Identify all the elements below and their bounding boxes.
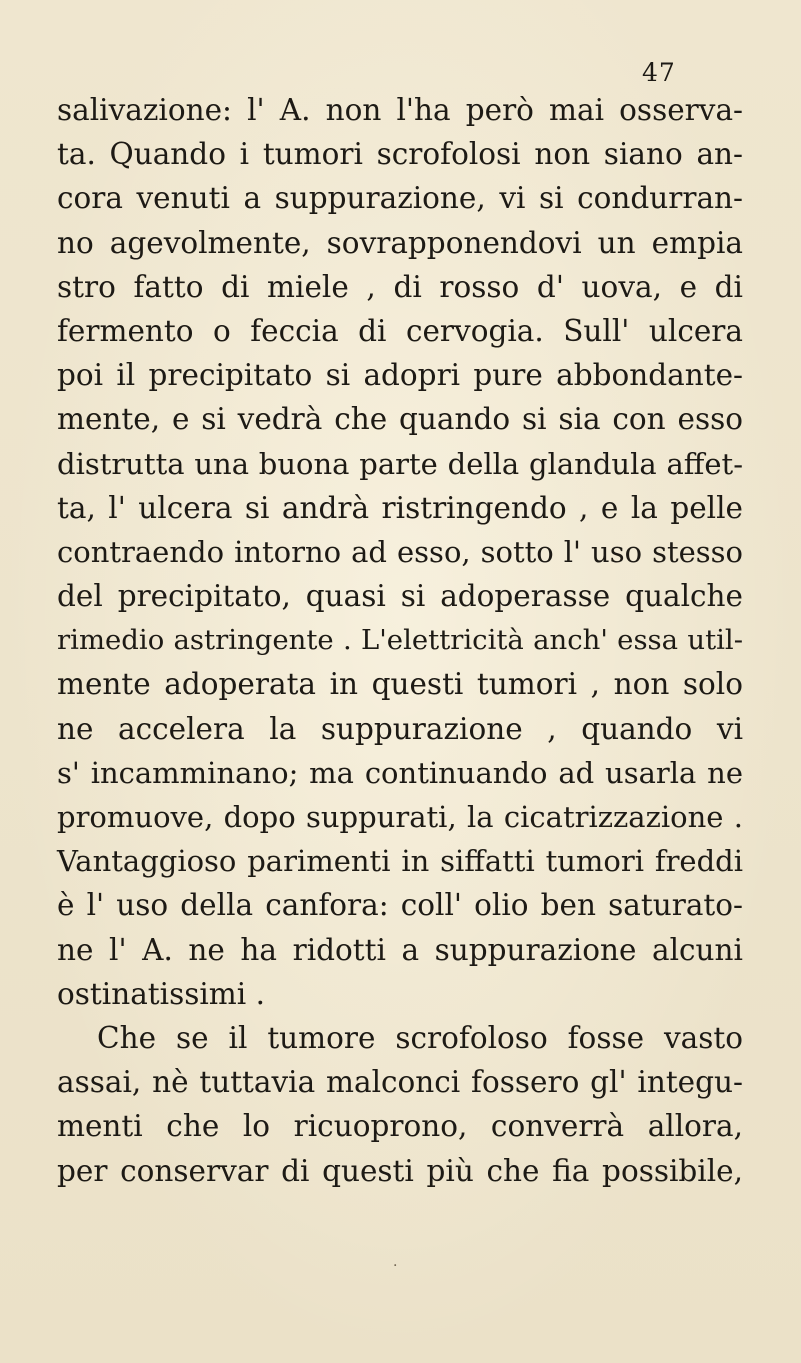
text-line-indented: Che se il tumore scrofoloso fosse vasto [97, 1020, 743, 1055]
text-line: poi il precipitato si adopri pure abbondante- [57, 358, 743, 393]
text-line: distrutta una buona parte della glandula affet- [57, 446, 743, 481]
text-line: mente adoperata in questi tumori , non solo [57, 667, 743, 702]
text-line: rimedio astringente . L'elettricità anch' essa util- [57, 624, 743, 657]
text-line: ta, l' ulcera si andrà ristringendo , e la pelle [57, 490, 743, 525]
text-line: contraendo intorno ad esso, sotto l' uso stesso [57, 534, 743, 569]
text-line: cora venuti a suppurazione, vi si condurran- [57, 181, 743, 216]
text-line: menti che lo ricuoprono, converrà allora, [57, 1109, 743, 1144]
paper-speck: · [393, 1258, 398, 1274]
text-line: stro fatto di miele , di rosso d' uova, e di [57, 269, 743, 304]
page-number: 47 [642, 58, 676, 87]
text-line: ta. Quando i tumori scrofolosi non siano an- [57, 137, 743, 172]
text-line: promuove, dopo suppurati, la cicatrizzazione . [57, 800, 743, 834]
text-line: no agevolmente, sovrapponendovi un empia [57, 225, 743, 260]
text-line: assai, nè tuttavia malconci fossero gl' integu- [57, 1065, 743, 1100]
text-line: mente, e si vedrà che quando si sia con esso [57, 402, 743, 437]
text-line: ostinatissimi . [57, 976, 265, 1011]
text-line: ne accelera la suppurazione , quando vi [57, 711, 743, 746]
text-line: per conservar di questi più che fia possibile, [57, 1153, 743, 1188]
text-line: del precipitato, quasi si adoperasse qualche [57, 579, 743, 614]
text-line: s' incamminano; ma continuando ad usarla ne [57, 755, 743, 790]
body-text [57, 88, 743, 1193]
text-line: è l' uso della canfora: coll' olio ben saturato- [57, 888, 743, 923]
text-line: ne l' A. ne ha ridotti a suppurazione alcuni [57, 932, 743, 967]
text-line: salivazione: l' A. non l'ha però mai osserva- [57, 93, 743, 127]
text-line: Vantaggioso parimenti in siffatti tumori freddi [57, 844, 743, 879]
text-line: fermento o feccia di cervogia. Sull' ulcera [57, 313, 743, 348]
